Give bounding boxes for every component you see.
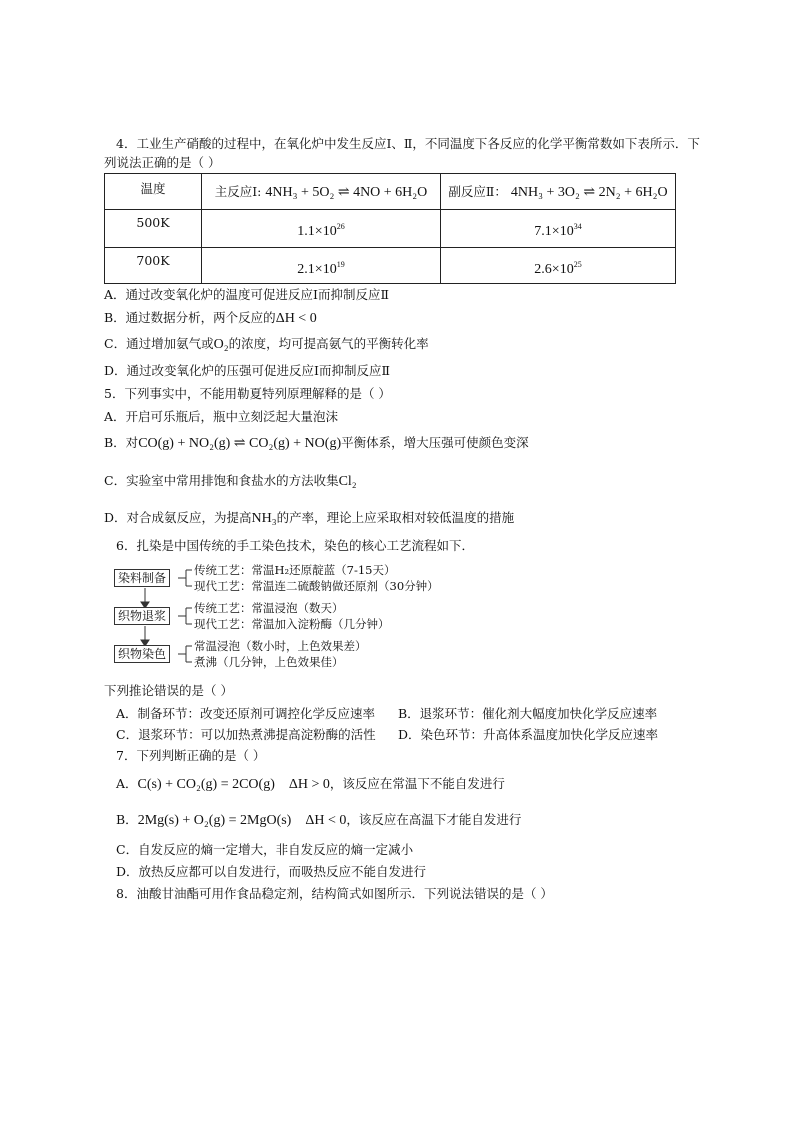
row-k2: $7.1\times 10^{34}$ <box>441 210 676 248</box>
main-reaction-equation: 4NH₃ + 5O₂ ⇌ 4NO + 6H₂O <box>265 185 428 200</box>
q5-option-b: B．对CO(g) + NO₂(g) ⇌ CO₂(g) + NO(g)平衡体系，增大压强可使颜色变深 <box>104 435 529 451</box>
side-reaction-label: 副反应Ⅱ： <box>448 184 507 199</box>
q7-option-c: C．自发反应的熵一定增大，非自发反应的熵一定减小 <box>116 842 414 857</box>
cl2-math: Cl₂ <box>338 474 357 489</box>
o2-math: O₂ <box>213 337 229 352</box>
flow-box-desizing: 织物退浆 <box>114 607 170 625</box>
equilibrium-constant-table <box>104 173 676 284</box>
table-row <box>105 210 676 248</box>
q6-question: 下列推论错误的是（ ） <box>104 683 233 698</box>
table-header-side-reaction <box>441 174 676 210</box>
row-temp: 700K <box>105 248 202 284</box>
q6-option-d: D．染色环节：升高体系温度加快化学反应速率 <box>398 727 659 742</box>
flow-box2-line2: 现代工艺：常温加入淀粉酶（几分钟） <box>194 617 390 631</box>
flow-box2-line1: 传统工艺：常温浸泡（数天） <box>194 601 344 615</box>
q8-stem: 8．油酸甘油酯可用作食品稳定剂，结构简式如图所示．下列说法错误的是（ ） <box>116 886 553 901</box>
q7-option-d: D．放热反应都可以自发进行，而吸热反应不能自发进行 <box>116 864 427 879</box>
tie-dye-flowchart <box>110 560 439 670</box>
q6-option-b: B．退浆环节：催化剂大幅度加快化学反应速率 <box>398 706 658 721</box>
q4-stem-line1: 4．工业生产硝酸的过程中，在氧化炉中发生反应Ⅰ、Ⅱ，不同温度下各反应的化学平衡常数如下表所示．下 <box>116 136 700 151</box>
table-row <box>105 248 676 284</box>
q7b-equation: 2Mg(s) + O₂(g) = 2MgO(s) ΔH < 0 <box>137 813 347 828</box>
flow-box1-line1: 传统工艺：常温H₂还原靛蓝（7-15天） <box>194 563 396 577</box>
flow-box-dye-prep: 染料制备 <box>114 569 170 587</box>
table-header-main-reaction <box>202 174 441 210</box>
q6-option-c: C．退浆环节：可以加热煮沸提高淀粉酶的活性 <box>116 727 376 742</box>
nh3-math: NH₃ <box>251 511 277 526</box>
q4-option-c: C．通过增加氨气或O₂的浓度，均可提高氨气的平衡转化率 <box>104 336 429 352</box>
q7-stem: 7．下列判断正确的是（ ） <box>116 748 266 763</box>
q6-stem: 6．扎染是中国传统的手工染色技术，染色的核心工艺流程如下． <box>116 538 474 553</box>
flow-box-dyeing: 织物染色 <box>114 645 170 663</box>
q4-option-a: A．通过改变氧化炉的温度可促进反应Ⅰ而抑制反应Ⅱ <box>104 287 389 302</box>
q4-option-b: B．通过数据分析，两个反应的ΔH < 0 <box>104 310 317 326</box>
q5-option-c: C．实验室中常用排饱和食盐水的方法收集Cl₂ <box>104 473 357 489</box>
q6-option-a: A．制备环节：改变还原剂可调控化学反应速率 <box>116 706 376 721</box>
q4-option-d: D．通过改变氧化炉的压强可促进反应Ⅰ而抑制反应Ⅱ <box>104 363 390 378</box>
q5-option-a: A．开启可乐瓶后，瓶中立刻泛起大量泡沫 <box>104 409 339 424</box>
flow-box3-line2: 煮沸（几分钟，上色效果佳） <box>194 655 344 669</box>
q7a-equation: C(s) + CO₂(g) = 2CO(g) ΔH > 0 <box>137 777 330 792</box>
table-header-temp: 温度 <box>105 174 202 210</box>
q4-stem-line2: 列说法正确的是（ ） <box>104 155 221 170</box>
main-reaction-label: 主反应Ⅰ: <box>214 184 262 199</box>
flow-box3-line1: 常温浸泡（数小时，上色效果差） <box>194 639 367 653</box>
q5-stem: 5．下列事实中，不能用勒夏特列原理解释的是（ ） <box>104 386 391 401</box>
side-reaction-equation: 4NH₃ + 3O₂ ⇌ 2N₂ + 6H₂O <box>510 185 668 200</box>
q5-option-d: D．对合成氨反应，为提高NH₃的产率，理论上应采取相对较低温度的措施 <box>104 510 515 526</box>
row-k1: $1.1\times 10^{26}$ <box>202 210 441 248</box>
row-k1: $2.1\times 10^{19}$ <box>202 248 441 284</box>
q7-option-b: B．2Mg(s) + O₂(g) = 2MgO(s) ΔH < 0，该反应在高温下才能自发进行 <box>116 812 522 828</box>
delta-h-math: ΔH < 0 <box>275 311 317 326</box>
row-temp: 500K <box>105 210 202 248</box>
co-no2-equation: CO(g) + NO₂(g) ⇌ CO₂(g) + NO(g) <box>138 436 342 451</box>
flow-box1-line2: 现代工艺：常温连二硫酸钠做还原剂（30分钟） <box>194 579 439 593</box>
row-k2: $2.6\times 10^{25}$ <box>441 248 676 284</box>
q7-option-a: A．C(s) + CO₂(g) = 2CO(g) ΔH > 0，该反应在常温下不能自发进行 <box>116 776 505 792</box>
